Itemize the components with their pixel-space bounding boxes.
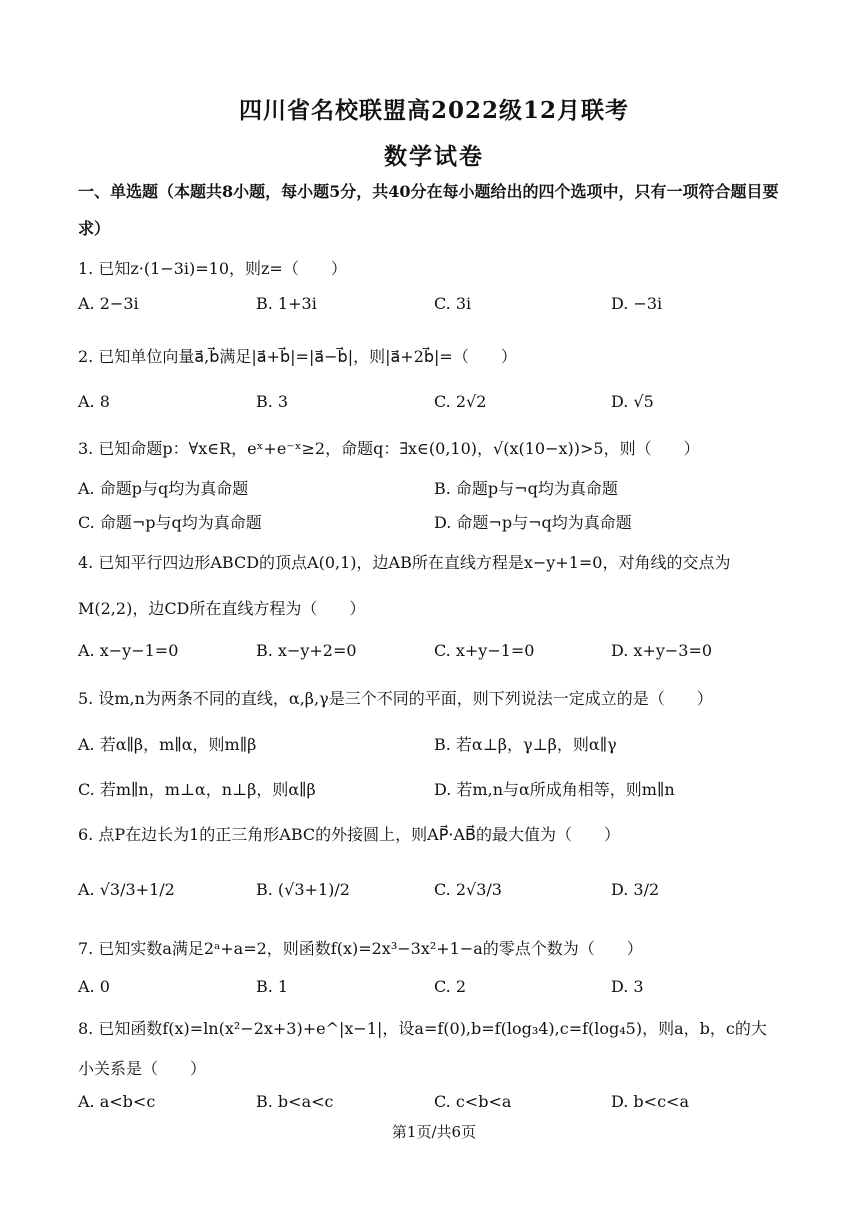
q6-option-c: C. 2√3/3	[434, 880, 502, 899]
section-heading: 一、单选题（本题共8小题，每小题5分，共40分在每小题给出的四个选项中，只有一项符合题目要求）	[78, 182, 779, 238]
q4-option-d: D. x+y−3=0	[611, 641, 713, 660]
question-3-stem: 3. 已知命题p：∀x∈R，eˣ+e⁻ˣ≥2，命题q：∃x∈(0,10)，√(x(10−x))>5，则（ ）	[78, 439, 700, 458]
q1-option-c: C. 3i	[434, 294, 472, 313]
q5-option-a: A. 若α∥β，m∥α，则m∥β	[78, 735, 257, 754]
question-5-stem: 5. 设m,n为两条不同的直线，α,β,γ是三个不同的平面，则下列说法一定成立的是（ ）	[78, 689, 713, 708]
q3-option-a: A. 命题p与q均为真命题	[78, 479, 249, 498]
q5-option-c: C. 若m∥n，m⊥α，n⊥β，则α∥β	[78, 780, 316, 799]
q1-option-b: B. 1+3i	[256, 294, 317, 313]
q3-option-b: B. 命题p与¬q均为真命题	[434, 479, 618, 498]
q3-option-c: C. 命题¬p与q均为真命题	[78, 513, 262, 532]
q8-option-a: A. a<b<c	[78, 1092, 156, 1111]
q8-option-c: C. c<b<a	[434, 1092, 512, 1111]
q6-option-a: A. √3/3+1/2	[78, 880, 175, 899]
question-4-stem: 4. 已知平行四边形ABCD的顶点A(0,1)，边AB所在直线方程是x−y+1=0，对角线的交点为	[78, 553, 731, 572]
q4-option-b: B. x−y+2=0	[256, 641, 357, 660]
q2-option-d: D. √5	[611, 392, 654, 411]
q1-option-a: A. 2−3i	[78, 294, 139, 313]
q7-option-d: D. 3	[611, 977, 644, 996]
q4-option-c: C. x+y−1=0	[434, 641, 535, 660]
q2-option-b: B. 3	[256, 392, 289, 411]
q1-option-d: D. −3i	[611, 294, 663, 313]
q3-option-d: D. 命题¬p与¬q均为真命题	[434, 513, 632, 532]
question-4-stem-cont: M(2,2)，边CD所在直线方程为（ ）	[78, 599, 366, 618]
q8-option-d: D. b<c<a	[611, 1092, 689, 1111]
q7-option-b: B. 1	[256, 977, 289, 996]
q7-option-c: C. 2	[434, 977, 467, 996]
q2-option-a: A. 8	[78, 392, 110, 411]
q6-option-d: D. 3/2	[611, 880, 660, 899]
exam-title: 四川省名校联盟高2022级12月联考	[238, 97, 630, 124]
question-6-stem: 6. 点P在边长为1的正三角形ABC的外接圆上，则AP⃗·AB⃗的最大值为（ ）	[78, 825, 620, 844]
q7-option-a: A. 0	[78, 977, 110, 996]
page-number: 第1页/共6页	[391, 1123, 477, 1141]
q2-option-c: C. 2√2	[434, 392, 487, 411]
q8-option-b: B. b<a<c	[256, 1092, 334, 1111]
q5-option-d: D. 若m,n与α所成角相等，则m∥n	[434, 780, 675, 799]
exam-subtitle: 数学试卷	[384, 143, 484, 170]
question-7-stem: 7. 已知实数a满足2ᵃ+a=2，则函数f(x)=2x³−3x²+1−a的零点个数为（ ）	[78, 939, 643, 958]
question-1-stem: 1. 已知z·(1−3i)=10，则z=（ ）	[78, 259, 347, 278]
q6-option-b: B. (√3+1)/2	[256, 880, 350, 899]
question-2-stem: 2. 已知单位向量a⃗,b⃗满足|a⃗+b⃗|=|a⃗−b⃗|，则|a⃗+2b⃗|=（ ）	[78, 347, 517, 366]
question-8-stem-cont: 小关系是（ ）	[78, 1059, 207, 1078]
q4-option-a: A. x−y−1=0	[78, 641, 179, 660]
question-8-stem: 8. 已知函数f(x)=ln(x²−2x+3)+e^|x−1|，设a=f(0),b=f(log₃4),c=f(log₄5)，则a，b，c的大	[78, 1019, 767, 1038]
q5-option-b: B. 若α⊥β，γ⊥β，则α∥γ	[434, 735, 617, 754]
